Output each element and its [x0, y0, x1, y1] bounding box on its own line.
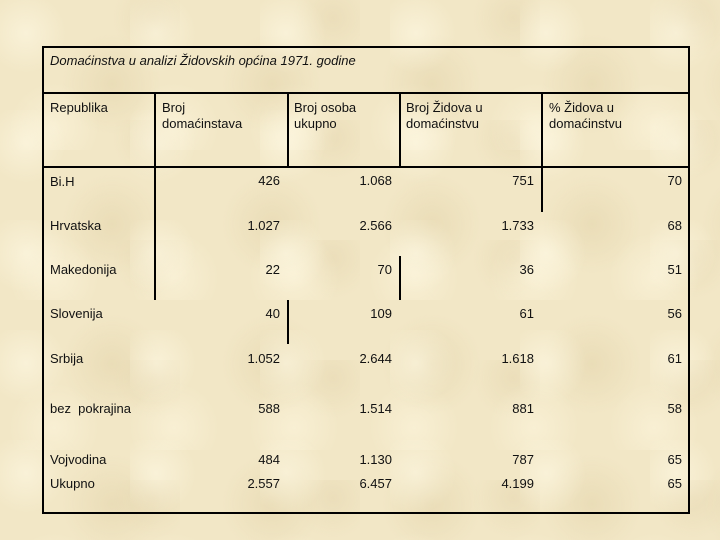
cell-posto-zidova: 58 [667, 401, 682, 416]
cell-broj-domacinstava: 2.557 [247, 476, 280, 491]
header-line: ukupno [294, 116, 337, 131]
cell-broj-domacinstava: 588 [258, 401, 280, 416]
header-line: Broj [162, 100, 186, 115]
row-label: Vojvodina [50, 452, 107, 467]
cell-broj-osoba: 2.644 [359, 351, 392, 366]
cell-broj-domacinstava: 1.052 [247, 351, 280, 366]
row-label: Slovenija [50, 306, 103, 321]
header-line: domaćinstvu [549, 116, 622, 131]
cell-broj-osoba: 1.514 [359, 401, 392, 416]
cell-posto-zidova: 68 [667, 218, 682, 233]
row-label: Bi.H [50, 174, 75, 189]
cell-broj-zidova: 751 [512, 173, 534, 188]
cell-broj-osoba: 2.566 [359, 218, 392, 233]
cell-posto-zidova: 61 [667, 351, 682, 366]
cell-broj-domacinstava: 426 [258, 173, 280, 188]
header-divider [154, 94, 156, 168]
cell-broj-zidova: 4.199 [501, 476, 534, 491]
col-header-broj-osoba [294, 100, 356, 132]
cell-broj-osoba: 1.068 [359, 173, 392, 188]
title-row [44, 48, 688, 94]
cell-posto-zidova: 56 [667, 306, 682, 321]
cell-broj-zidova: 787 [512, 452, 534, 467]
table-frame [42, 46, 690, 514]
header-line: domaćinstvu [406, 116, 479, 131]
cell-broj-zidova: 1.618 [501, 351, 534, 366]
column-divider [154, 168, 156, 300]
cell-broj-zidova: 61 [519, 306, 534, 321]
col-header-posto-zidova [549, 100, 622, 132]
header-line: Broj osoba [294, 100, 357, 115]
cell-broj-osoba: 70 [377, 262, 392, 277]
column-divider [399, 256, 401, 300]
header-line: Broj Židova u [406, 100, 483, 115]
cell-broj-osoba: 1.130 [359, 452, 392, 467]
cell-broj-zidova: 1.733 [501, 218, 534, 233]
col-header-broj-domacinstava [162, 100, 242, 132]
header-line: % Židova u [549, 100, 615, 115]
col-header-broj-zidova [406, 100, 483, 132]
row-label: Makedonija [50, 262, 117, 277]
row-label: Srbija [50, 351, 84, 366]
cell-broj-zidova: 36 [519, 262, 534, 277]
cell-posto-zidova: 70 [667, 173, 682, 188]
cell-posto-zidova: 51 [667, 262, 682, 277]
row-label: Ukupno [50, 476, 95, 491]
row-label: bez pokrajina [50, 401, 131, 416]
cell-broj-domacinstava: 22 [265, 262, 280, 277]
cell-broj-domacinstava: 484 [258, 452, 280, 467]
cell-broj-domacinstava: 40 [265, 306, 280, 321]
header-line: domaćinstava [162, 116, 243, 131]
header-divider [399, 94, 401, 168]
header-bottom-border [44, 166, 688, 168]
cell-broj-zidova: 881 [512, 401, 534, 416]
cell-broj-domacinstava: 1.027 [247, 218, 280, 233]
row-label: Hrvatska [50, 218, 102, 233]
column-divider [287, 300, 289, 344]
header-divider [287, 94, 289, 168]
table-title: Domaćinstva u analizi Židovskih općina 1971. godine [50, 53, 356, 68]
col-header-republika: Republika [50, 100, 108, 115]
cell-posto-zidova: 65 [667, 452, 682, 467]
header-divider [541, 94, 543, 168]
cell-posto-zidova: 65 [667, 476, 682, 491]
column-divider [541, 168, 543, 212]
cell-broj-osoba: 109 [370, 306, 392, 321]
cell-broj-osoba: 6.457 [359, 476, 392, 491]
